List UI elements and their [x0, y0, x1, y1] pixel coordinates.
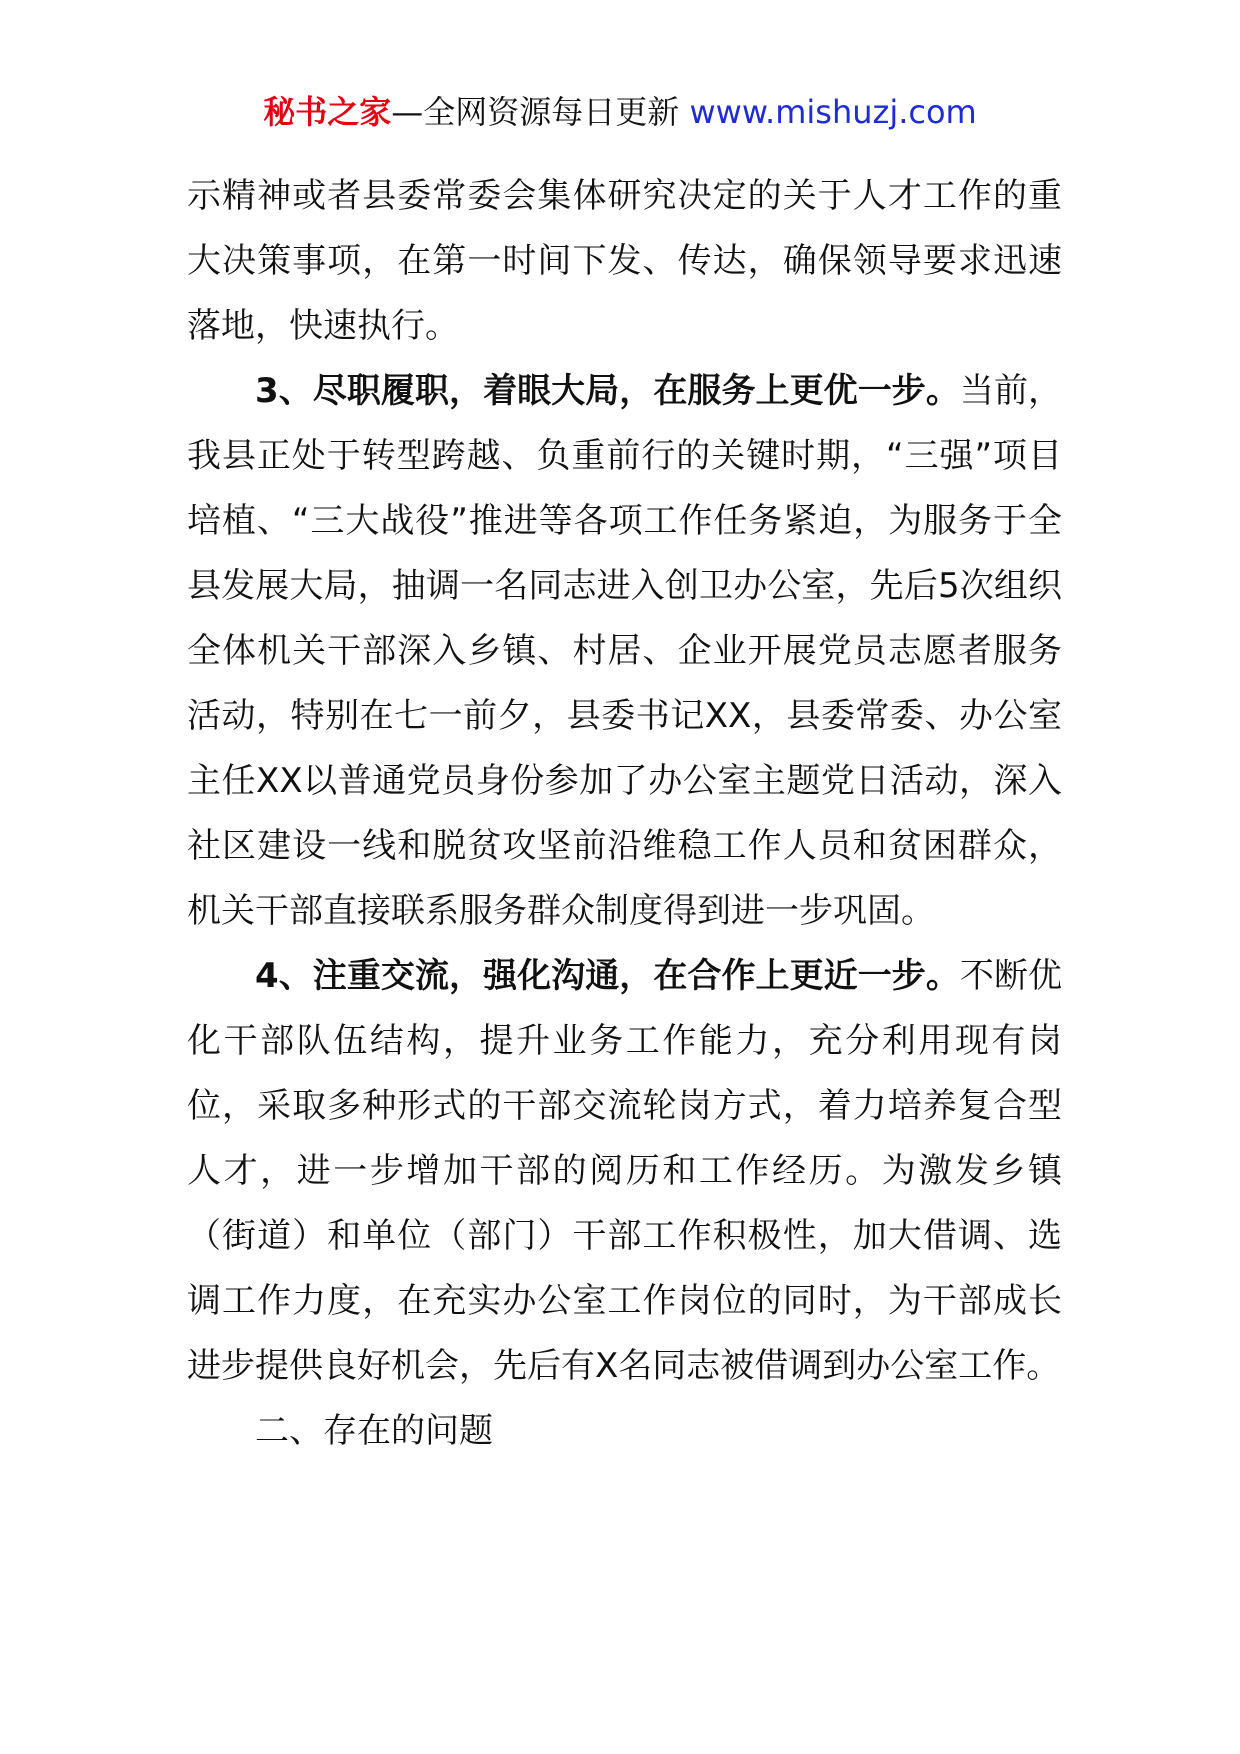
page-header — [0, 92, 1240, 132]
brand-name: 秘书之家 — [263, 93, 392, 131]
header-tagline: —全网资源每日更新 — [391, 93, 680, 131]
site-url-link[interactable]: www.mishuzj.com — [689, 93, 977, 131]
continuation-paragraph: 示精神或者县委常委会集体研究决定的关于人才工作的重大决策事项，在第一时间下发、传达，确保领导要求迅速落地，快速执行。 — [187, 176, 1062, 346]
document-body — [187, 164, 1062, 1464]
paragraph-item-4 — [187, 944, 1062, 1399]
paragraph-item-3 — [187, 359, 1062, 944]
section-heading: 二、存在的问题 — [255, 1411, 493, 1451]
item-4-text: 不断优化干部队伍结构，提升业务工作能力，充分利用现有岗位，采取多种形式的干部交流轮岗方式，着力培养复合型人才，进一步增加干部的阅历和工作经历。为激发乡镇（街道）和单位（部门）干部工作积极性，加大借调、选调工作力度，在充实办公室工作岗位的同时，为干部成长进步提供良好机会，先后有X名同志被借调到办公室工作。 — [187, 956, 1063, 1386]
item-4-heading: 4、注重交流，强化沟通，在合作上更近一步。 — [255, 956, 960, 996]
item-3-heading: 3、尽职履职，着眼大局，在服务上更优一步。 — [255, 371, 960, 411]
item-3-text: 当前，我县正处于转型跨越、负重前行的关键时期，“三强”项目培植、“三大战役”推进等各项工作任务紧迫，为服务于全县发展大局，抽调一名同志进入创卫办公室，先后5次组织全体机关干部深入乡镇、村居、企业开展党员志愿者服务活动，特别在七一前夕，县委书记XX，县委常委、办公室主任XX以普通党员身份参加了办公室主题党日活动，深入社区建设一线和脱贫攻坚前沿维稳工作人员和贫困群众，机关干部直接联系服务群众制度得到进一步巩固。 — [187, 371, 1063, 931]
